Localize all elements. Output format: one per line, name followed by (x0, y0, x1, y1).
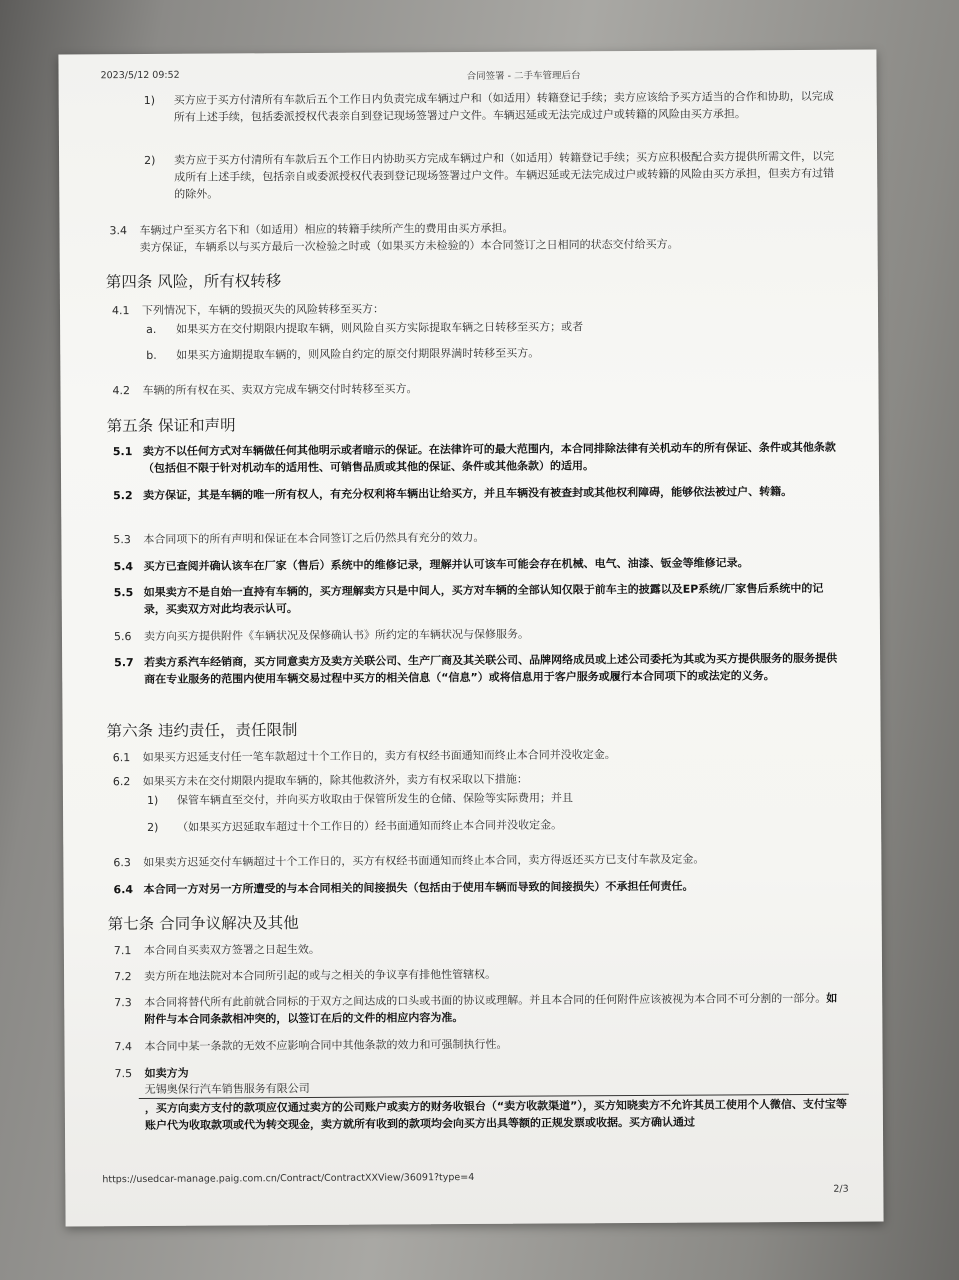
clause-text: 卖方所在地法院对本合同所引起的或与之相关的争议享有排他性管辖权。 (144, 967, 497, 984)
clause-number: 2) (144, 153, 156, 167)
clause-number: 3.4 (109, 224, 128, 238)
clause-number: 5.3 (113, 533, 131, 547)
clause-text: 如果卖方不是自始一直持有车辆的，买方理解卖方只是中间人，买方对车辆的全部认知仅限于前车主的披露以及EP系统/厂家售后系统中的记录，买卖双方对此均表示认可。 (143, 581, 824, 616)
clause-text: 本合同中某一条款的无效不应影响合同中其他条款的效力和可强制执行性。 (144, 1037, 508, 1054)
article-heading: 第六条 违约责任，责任限制 (106, 721, 298, 741)
clause-text: 如果买方逾期提取车辆的，则风险自约定的原交付期限界满时转移至买方。 (176, 346, 540, 362)
clause-number: 6.1 (112, 751, 131, 765)
clause-number: 5.1 (112, 445, 133, 459)
clause-number: 6.3 (113, 856, 131, 870)
page-number: 2/3 (833, 1183, 849, 1195)
clause-number: b. (146, 348, 157, 362)
clause-text: 如卖方为 (144, 1066, 189, 1081)
article-heading: 第七条 合同争议解决及其他 (107, 914, 299, 934)
clause-number: 5.7 (114, 656, 134, 670)
clause-number: 6.4 (113, 883, 134, 897)
clause-text: 车辆过户至买方名下和（如适用）相应的转籍手续所产生的费用由买方承担。 (139, 221, 514, 238)
page-url: https://usedcar-manage.paig.com.cn/Contract/ContractXXView/36091?type=4 (102, 1171, 475, 1186)
article-heading: 第四条 风险，所有权转移 (105, 272, 282, 292)
clause-number: a. (146, 322, 157, 336)
article-heading: 第五条 保证和声明 (106, 416, 236, 436)
clause-text: 保管车辆直至交付，并向买方收取由于保管所发生的仓储、保险等实际费用；并且 (176, 791, 574, 807)
clause-number: 4.1 (111, 304, 130, 318)
clause-text: 买方已查阅并确认该车在厂家（售后）系统中的维修记录，理解并认可该车可能会存在机械、电气、油漆、钣金等维修记录。 (143, 556, 749, 573)
clause-text (144, 990, 844, 1028)
clause-text: 卖方应于买方付清所有车款后五个工作日内协助买方完成车辆过户和（如适用）转籍登记手续；买方应积极配合卖方提供所需文件，以完成所有上述手续，包括亲自或委派授权代表到登记现场签署过户文件。车辆迟延或无法完成过户或转籍的风险由买方承担，但卖方有过错的除外。 (174, 149, 835, 201)
clause-number: 7.3 (114, 996, 132, 1010)
clause-text: 买方应于买方付清所有车款后五个工作日内负责完成车辆过户和（如适用）转籍登记手续；卖方应该给予买方适当的合作和协助，以完成所有上述手续，包括委派授权代表亲自到登记现场签署过户文件。车辆迟延或无法完成过户或转籍的风险由买方承担。 (173, 89, 834, 124)
clause-number: 7.5 (114, 1067, 133, 1081)
clause-number: 4.2 (112, 384, 131, 398)
clause-text: 卖方保证，其是车辆的唯一所有权人，有充分权利将车辆出让给买方，并且车辆没有被查封或其他权利障碍，能够依法被过户、转籍。 (143, 485, 793, 503)
clause-text: 本合同项下的所有声明和保证在本合同签订之后仍然具有充分的效力。 (143, 530, 485, 546)
clause-text: 卖方向买方提供附件《车辆状况及保修确认书》所约定的车辆状况与保修服务。 (143, 627, 530, 643)
clause-text: 若卖方系汽车经销商，买方同意卖方及卖方关联公司、生产厂商及其关联公司、品牌网络成员或上述公司委托为其或为买方提供服务的服务提供商在专业服务的范围内使用车辆交易过程中买方的相关信息（“信息”）或将信息用于客户服务或履行本合同项下的或法定的义务。 (144, 651, 838, 686)
clause-text: 卖方不以任何方式对车辆做任何其他明示或者暗示的保证。在法律许可的最大范围内，本合同排除法律有关机动车的所有保证、条件或其他条款（包括但不限于针对机动车的适用性、可销售品质或其他的保证、条件或其他条款）的适用。 (142, 440, 836, 476)
seller-name: 无锡奥保行汽车销售服务有限公司 (144, 1081, 310, 1097)
clause-text: 如果卖方迟延交付车辆超过十个工作日的，买方有权经书面通知而终止本合同，卖方得返还买方已支付车款及定金。 (143, 852, 705, 870)
clause-text: 下列情况下，车辆的毁损灭失的风险转移至买方： (141, 302, 385, 318)
clause-number: 5.4 (113, 560, 134, 574)
print-datetime: 2023/5/12 09:52 (100, 69, 180, 82)
clause-text: 车辆的所有权在买、卖双方完成车辆交付时转移至买方。 (142, 382, 418, 398)
clause-number: 7.1 (113, 944, 132, 958)
clause-number: 5.6 (113, 630, 132, 644)
contract-page (58, 50, 883, 1227)
clause-number: 2) (147, 820, 159, 834)
clause-text: 本合同自买卖双方签署之日起生效。 (143, 942, 320, 958)
clause-number: 5.5 (113, 586, 134, 600)
clause-text: 卖方保证，车辆系以与买方最后一次检验之时或（如果买方未检验的）本合同签订之日相同的状态交付给买方。 (139, 237, 679, 255)
clause-text: 如果买方在交付期限内提取车辆，则风险自买方实际提取车辆之日转移至买方；或者 (176, 320, 584, 336)
clause-number: 5.2 (113, 489, 133, 503)
clause-text: （如果买方迟延取车超过十个工作日的）经书面通知而终止本合同并没收定金。 (177, 818, 563, 834)
clause-number: 7.4 (114, 1040, 133, 1054)
page-header-title: 合同签署 - 二手车管理后台 (466, 70, 581, 83)
clause-number: 6.2 (112, 775, 131, 789)
clause-text: 如果买方迟延支付任一笔车款超过十个工作日的，卖方有权经书面通知而终止本合同并没收定金。 (142, 748, 616, 765)
clause-number: 1) (146, 793, 159, 807)
clause-text: ，买方向卖方支付的款项应仅通过卖方的公司账户或卖方的财务收银台（“卖方收款渠道”），买方知晓卖方不允许其员工使用个人微信、支付宝等账户代为收取款项或代为转交现金，卖方就所有收到的款项均会向买方出具等额的正规发票或收据。买方确认通过 (144, 1097, 847, 1133)
clause-text-bold: 如附件与本合同条款相冲突的，以签订在后的文件的相应内容为准。 (144, 991, 838, 1027)
clause-number: 1) (143, 93, 156, 107)
clause-text: 如果买方未在交付期限内提取车辆的，除其他救济外，卖方有权采取以下措施： (142, 772, 528, 789)
clause-text-part: 本合同将替代所有此前就合同标的于双方之间达成的口头或书面的协议或理解。并且本合同的任何附件应该被视为本合同不可分割的一部分。 (144, 991, 827, 1010)
clause-number: 7.2 (114, 970, 132, 984)
clause-text: 本合同一方对另一方所遭受的与本合同相关的间接损失（包括由于使用车辆而导致的间接损失）不承担任何责任。 (143, 879, 694, 897)
